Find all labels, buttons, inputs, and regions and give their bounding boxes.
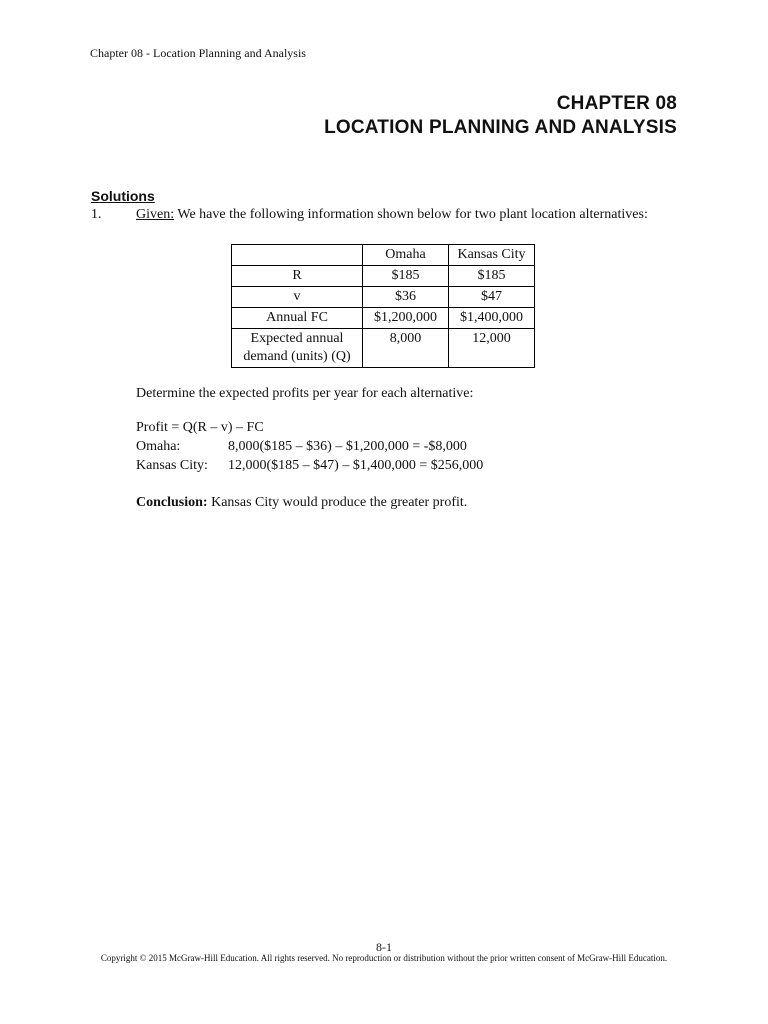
table-cell: 8,000 — [363, 329, 449, 368]
problem-number: 1. — [91, 207, 102, 222]
table-cell: Expected annual demand (units) (Q) — [232, 329, 363, 368]
table-row — [232, 266, 535, 287]
table-header-cell: Kansas City — [449, 245, 535, 266]
determine-instruction: Determine the expected profits per year for each alternative: — [136, 386, 474, 401]
given-label: Given: — [136, 207, 175, 222]
table-cell: $36 — [363, 287, 449, 308]
location-data-table — [231, 244, 535, 368]
table-row — [232, 287, 535, 308]
given-text: We have the following information shown below for two plant location alternatives: — [174, 207, 648, 222]
problem-statement — [136, 207, 648, 223]
table-cell: Annual FC — [232, 308, 363, 329]
table-cell: $1,200,000 — [363, 308, 449, 329]
copyright-notice: Copyright © 2015 McGraw-Hill Education. All rights reserved. No reproduction or distribution without the prior written consent of McGraw-Hill Education. — [100, 953, 668, 963]
conclusion-text: Kansas City would produce the greater profit. — [207, 495, 468, 510]
table-header-row — [232, 245, 535, 266]
chapter-number: CHAPTER 08 — [556, 93, 677, 114]
chapter-title — [324, 92, 677, 140]
table-cell: 12,000 — [449, 329, 535, 368]
table-cell: $185 — [449, 266, 535, 287]
calc-label: Omaha: — [136, 439, 181, 454]
table-row — [232, 329, 535, 368]
calc-row-omaha — [136, 439, 467, 455]
table-row — [232, 308, 535, 329]
solutions-heading: Solutions — [91, 188, 155, 204]
table-header-cell: Omaha — [363, 245, 449, 266]
calc-value: 12,000($185 – $47) – $1,400,000 = $256,000 — [228, 458, 484, 473]
table-cell: v — [232, 287, 363, 308]
chapter-name: LOCATION PLANNING AND ANALYSIS — [324, 117, 677, 138]
table-cell: R — [232, 266, 363, 287]
page-number: 8-1 — [376, 940, 392, 954]
table-cell: $47 — [449, 287, 535, 308]
conclusion — [136, 495, 467, 511]
calc-value: 8,000($185 – $36) – $1,200,000 = -$8,000 — [228, 439, 467, 454]
profit-formula: Profit = Q(R – v) – FC — [136, 420, 264, 435]
table-header-cell — [232, 245, 363, 266]
running-header: Chapter 08 - Location Planning and Analysis — [90, 46, 306, 60]
calc-label: Kansas City: — [136, 458, 208, 473]
conclusion-label: Conclusion: — [136, 495, 208, 510]
table-cell: $185 — [363, 266, 449, 287]
calc-row-kansas-city — [136, 458, 483, 474]
table-cell: $1,400,000 — [449, 308, 535, 329]
